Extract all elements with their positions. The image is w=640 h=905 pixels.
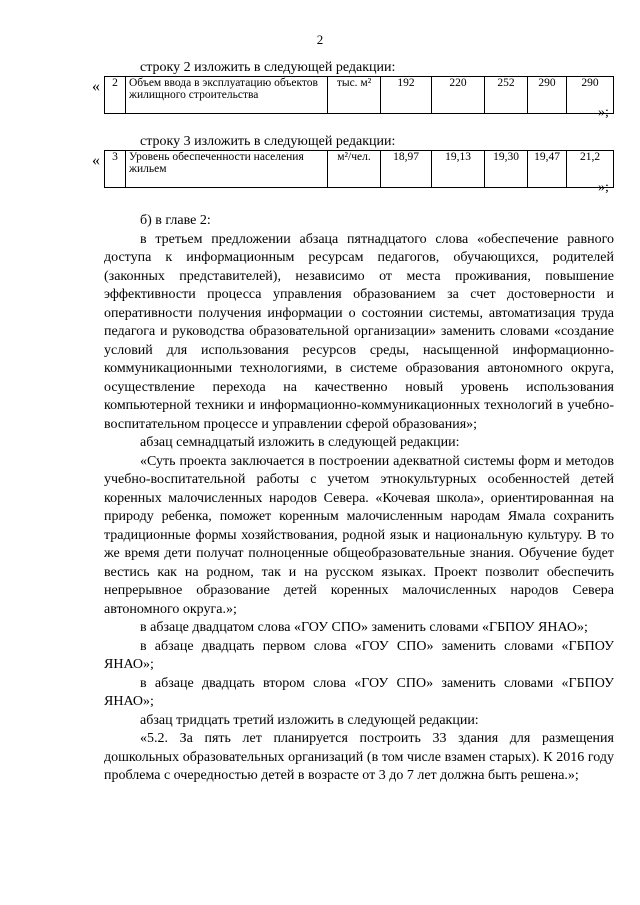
row2-table: [104, 76, 614, 114]
value-cell: 220: [432, 77, 485, 114]
paragraph: в абзаце двадцать втором слова «ГОУ СПО» заменить словами «ГБПОУ ЯНАО»;: [104, 675, 614, 709]
paragraph: в третьем предложении абзаца пятнадцатого слова «обеспечение равного доступа к информационным ресурсам педагогов, обучающихся, родителей (законных представителей), независимо от места проживания, повышение эффективности процесса управления образованием за счет достоверности и оперативности получения информации о состоянии системы, автоматизация труда педагога и руководства образовательной организации» заменить словами «создание условий для использования ресурсов среды, насыщенной информационно-коммуникационными технологиями, в системе образования автономного округа, осуществление перехода на качественно новый уровень использования компьютерной техники и информационно-коммуникационных технологий в учебно-воспитательном процессе и управлении сферой образования»;: [104, 231, 614, 432]
row3-intro: строку 3 изложить в следующей редакции:: [140, 134, 396, 149]
paragraph: «5.2. За пять лет планируется построить 33 здания для размещения дошкольных образовательных организаций (в том числе взамен старых). К 2016 году проблема с очередностью детей в возрасте от 3 до 7 лет должна быть решена.»;: [104, 731, 614, 783]
document-body: [104, 212, 614, 786]
paragraph: б) в главе 2:: [140, 213, 211, 228]
page-number: 2: [316, 32, 324, 47]
value-cell: 19,13: [432, 151, 485, 188]
value-cell: 18,97: [381, 151, 432, 188]
value-cell: 290: [567, 77, 614, 114]
value-cell: 19,30: [485, 151, 528, 188]
quote-open: «: [92, 78, 100, 95]
unit-cell: тыс. м²: [328, 77, 381, 114]
value-cell: 290: [528, 77, 567, 114]
indicator-name: Уровень обеспеченности населения жильем: [126, 151, 328, 188]
value-cell: 252: [485, 77, 528, 114]
paragraph: абзац семнадцатый изложить в следующей редакции:: [140, 435, 460, 450]
paragraph: «Суть проекта заключается в построении адекватной системы форм и методов учебно-воспитательной работы с учетом этнокультурных особенностей детей коренных малочисленных народов Севера. «Кочевая школа», ориентированная на природу ребенка, поможет коренным малочисленным народам Ямала сохранить традиционные формы хозяйствования, родной язык и национальную культуру. В то же время дети получат полноценные общеобразовательные знания. Обучение будет вестись как на родном, так и на русском языках. Проект позволит обеспечить непрерывное образование детей коренных малочисленных народов Севера автономного округа.»;: [104, 453, 614, 617]
paragraph: в абзаце двадцатом слова «ГОУ СПО» заменить словами «ГБПОУ ЯНАО»;: [140, 620, 588, 635]
value-cell: 21,2: [567, 151, 614, 188]
paragraph: абзац тридцать третий изложить в следующей редакции:: [140, 712, 479, 728]
quote-close: »;: [598, 180, 609, 195]
indicator-name: Объем ввода в эксплуатацию объектов жилищного строительства: [126, 77, 328, 114]
row3-table: [104, 150, 614, 188]
quote-close: »;: [598, 105, 609, 120]
quote-open: «: [92, 152, 100, 169]
value-cell: 192: [381, 77, 432, 114]
table-row: [105, 151, 614, 188]
row-number: 3: [105, 151, 126, 188]
value-cell: 19,47: [528, 151, 567, 188]
paragraph: в абзаце двадцать первом слова «ГОУ СПО» заменить словами «ГБПОУ ЯНАО»;: [104, 638, 614, 672]
table-row: [105, 77, 614, 114]
unit-cell: м²/чел.: [328, 151, 381, 188]
row2-intro: строку 2 изложить в следующей редакции:: [140, 60, 396, 75]
row-number: 2: [105, 77, 126, 114]
